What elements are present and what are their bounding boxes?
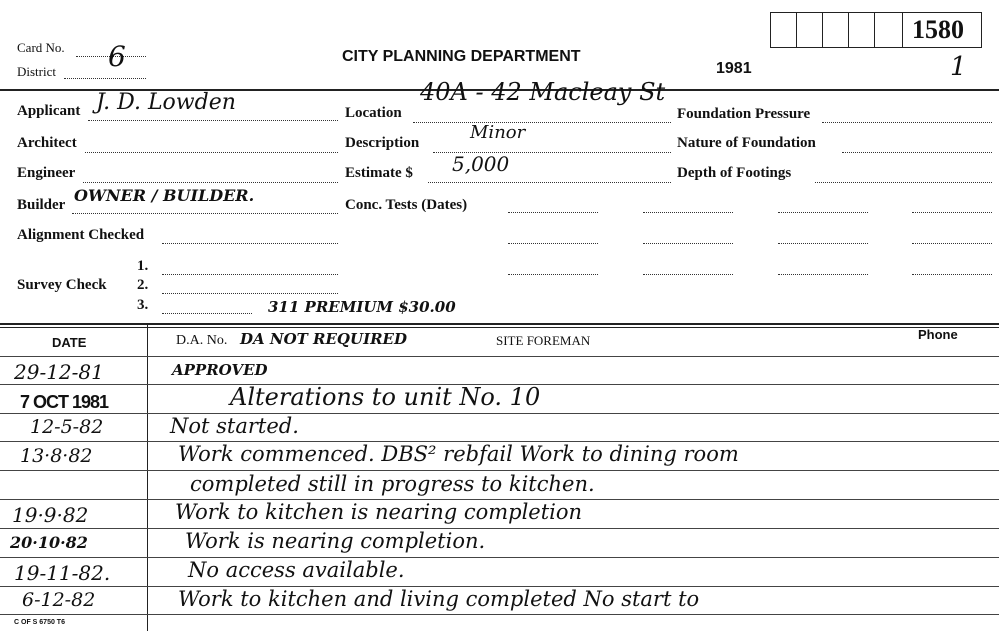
description-value: Minor (470, 122, 526, 143)
depth-footings-line (815, 182, 992, 183)
log-entry: Work commenced. DBS² rebfail Work to dining room (178, 442, 739, 466)
site-foreman-label: SITE FOREMAN (496, 333, 591, 348)
log-entry: APPROVED (172, 361, 268, 379)
conc-line (912, 212, 992, 213)
row-rule (0, 557, 999, 558)
log-date: 12-5-82 (30, 416, 104, 438)
department-title: CITY PLANNING DEPARTMENT (342, 48, 581, 65)
nature-foundation-line (842, 152, 992, 153)
log-entry: Work to kitchen and living completed No start to (178, 587, 700, 611)
estimate-label: Estimate $ (345, 165, 413, 181)
estimate-line (428, 182, 671, 183)
survey-2-line (162, 293, 338, 294)
log-entry: No access available. (188, 558, 405, 582)
log-top-rule (0, 323, 999, 325)
row-rule (0, 413, 999, 414)
survey-2-label: 2. (137, 277, 149, 293)
conc-line (508, 274, 598, 275)
conc-line (912, 274, 992, 275)
log-date: 20·10·82 (10, 533, 88, 552)
conc-line (912, 243, 992, 244)
alignment-label: Alignment Checked (17, 227, 145, 243)
log-entry: Alterations to unit No. 10 (230, 383, 541, 411)
log-date: 29-12-81 (14, 360, 104, 384)
engineer-label: Engineer (17, 165, 76, 181)
conc-line (778, 274, 868, 275)
row-rule (0, 356, 999, 357)
applicant-label: Applicant (17, 103, 81, 119)
location-value: 40A - 42 Macleay St (420, 78, 666, 106)
log-date: 6-12-82 (22, 589, 96, 611)
conc-line (778, 212, 868, 213)
conc-line (643, 274, 733, 275)
survey-3-line (162, 313, 252, 314)
form-code: C OF S 6750 T6 (14, 619, 65, 626)
architect-line (85, 152, 338, 153)
box-divider (902, 12, 903, 48)
survey-1-line (162, 274, 338, 275)
location-line (413, 122, 671, 123)
builder-line (72, 213, 338, 214)
da-no-value: DA NOT REQUIRED (240, 330, 407, 348)
log-entry: completed still in progress to kitchen. (190, 472, 595, 496)
log-date: 19·9·82 (12, 503, 89, 527)
alignment-line (162, 243, 338, 244)
date-header: DATE (52, 335, 87, 350)
foundation-pressure-label: Foundation Pressure (677, 106, 811, 122)
da-no-label: D.A. No. (176, 333, 228, 348)
builder-value: OWNER / BUILDER. (74, 186, 255, 205)
district-line (64, 78, 146, 79)
log-date: 13·8·82 (20, 445, 93, 467)
phone-label: Phone (918, 327, 958, 342)
row-rule (0, 470, 999, 471)
log-date-stamp: 7 OCT 1981 (20, 392, 109, 412)
architect-label: Architect (17, 135, 77, 151)
log-top-rule-2 (0, 327, 999, 328)
conc-tests-label: Conc. Tests (Dates) (345, 197, 468, 213)
year: 1981 (716, 60, 752, 77)
location-label: Location (345, 105, 402, 121)
box-divider (822, 12, 823, 48)
box-divider (848, 12, 849, 48)
sheet-number: 1 (950, 52, 967, 82)
survey-1-label: 1. (137, 258, 149, 274)
conc-line (508, 212, 598, 213)
nature-foundation-label: Nature of Foundation (677, 135, 816, 151)
description-label: Description (345, 135, 420, 151)
log-entry: Work to kitchen is nearing completion (175, 500, 583, 524)
estimate-value: 5,000 (452, 152, 510, 176)
conc-line (778, 243, 868, 244)
premium-note: 311 PREMIUM $30.00 (268, 298, 456, 316)
survey-3-label: 3. (137, 297, 149, 313)
engineer-line (83, 182, 338, 183)
card-number: 1580 (912, 15, 964, 44)
conc-line (643, 212, 733, 213)
card-no-value: 6 (108, 40, 126, 73)
box-divider (796, 12, 797, 48)
box-divider (874, 12, 875, 48)
log-entry: Not started. (170, 414, 299, 438)
builder-label: Builder (17, 197, 66, 213)
applicant-value: J. D. Lowden (96, 90, 236, 115)
conc-line (643, 243, 733, 244)
district-label: District (17, 64, 56, 79)
log-date: 19-11-82. (14, 561, 111, 585)
card-no-label: Card No. (17, 40, 65, 55)
conc-line (508, 243, 598, 244)
log-entry: Work is nearing completion. (185, 529, 486, 553)
applicant-line (88, 120, 338, 121)
row-rule (0, 614, 999, 615)
depth-footings-label: Depth of Footings (677, 165, 792, 181)
foundation-pressure-line (822, 122, 992, 123)
row-rule (0, 528, 999, 529)
survey-check-label: Survey Check (17, 277, 107, 293)
